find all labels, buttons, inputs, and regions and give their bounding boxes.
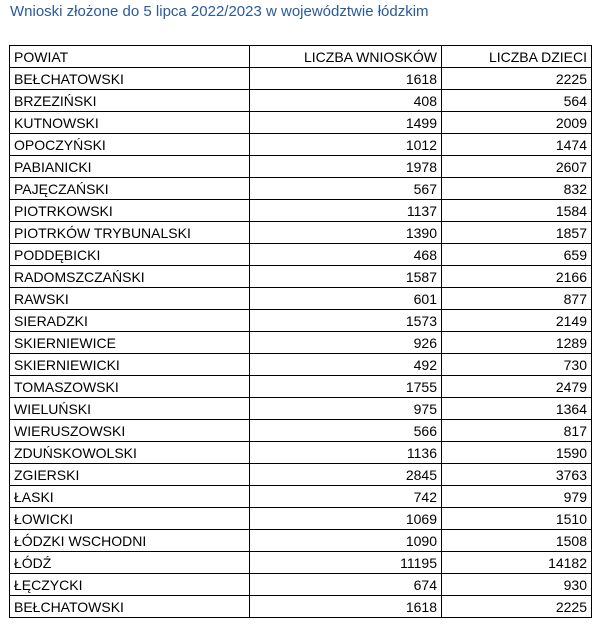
- table-row: [10, 222, 592, 244]
- cell-liczba-wnioskow: 11195: [250, 552, 442, 574]
- cell-liczba-wnioskow: 601: [250, 288, 442, 310]
- cell-liczba-dzieci: 877: [442, 288, 592, 310]
- table-row: [10, 156, 592, 178]
- table-header-row: [10, 46, 592, 68]
- cell-liczba-wnioskow: 1618: [250, 68, 442, 90]
- cell-liczba-dzieci: 2166: [442, 266, 592, 288]
- cell-powiat: OPOCZYŃSKI: [10, 134, 250, 156]
- table-row: [10, 508, 592, 530]
- cell-liczba-wnioskow: 2845: [250, 464, 442, 486]
- cell-liczba-wnioskow: 1012: [250, 134, 442, 156]
- cell-liczba-wnioskow: 926: [250, 332, 442, 354]
- cell-liczba-dzieci: 1474: [442, 134, 592, 156]
- cell-powiat: SKIERNIEWICE: [10, 332, 250, 354]
- table-row: [10, 178, 592, 200]
- cell-liczba-dzieci: 1510: [442, 508, 592, 530]
- table-row: [10, 288, 592, 310]
- cell-liczba-dzieci: 832: [442, 178, 592, 200]
- table-row: [10, 244, 592, 266]
- header-liczba-wnioskow: LICZBA WNIOSKÓW: [250, 46, 442, 68]
- cell-powiat: BRZEZIŃSKI: [10, 90, 250, 112]
- cell-powiat: KUTNOWSKI: [10, 112, 250, 134]
- table-row: [10, 574, 592, 596]
- cell-powiat: PODDĘBICKI: [10, 244, 250, 266]
- cell-liczba-wnioskow: 674: [250, 574, 442, 596]
- cell-liczba-dzieci: 2225: [442, 596, 592, 618]
- cell-liczba-wnioskow: 1978: [250, 156, 442, 178]
- cell-liczba-wnioskow: 1069: [250, 508, 442, 530]
- cell-liczba-dzieci: 3763: [442, 464, 592, 486]
- cell-liczba-dzieci: 1590: [442, 442, 592, 464]
- table-row: [10, 200, 592, 222]
- cell-powiat: TOMASZOWSKI: [10, 376, 250, 398]
- table-row: [10, 486, 592, 508]
- cell-liczba-dzieci: 1364: [442, 398, 592, 420]
- cell-liczba-wnioskow: 1618: [250, 596, 442, 618]
- cell-powiat: BEŁCHATOWSKI: [10, 68, 250, 90]
- cell-liczba-dzieci: 564: [442, 90, 592, 112]
- cell-liczba-dzieci: 1584: [442, 200, 592, 222]
- table-row: [10, 90, 592, 112]
- cell-powiat: PIOTRKOWSKI: [10, 200, 250, 222]
- cell-liczba-wnioskow: 742: [250, 486, 442, 508]
- cell-liczba-wnioskow: 566: [250, 420, 442, 442]
- cell-liczba-wnioskow: 408: [250, 90, 442, 112]
- table-row: [10, 464, 592, 486]
- cell-liczba-dzieci: 2225: [442, 68, 592, 90]
- cell-liczba-dzieci: 2607: [442, 156, 592, 178]
- cell-liczba-wnioskow: 1587: [250, 266, 442, 288]
- cell-powiat: RAWSKI: [10, 288, 250, 310]
- cell-liczba-dzieci: 930: [442, 574, 592, 596]
- cell-powiat: ŁĘCZYCKI: [10, 574, 250, 596]
- table-row: [10, 134, 592, 156]
- data-table: [9, 45, 592, 618]
- table-row: [10, 332, 592, 354]
- cell-liczba-wnioskow: 1090: [250, 530, 442, 552]
- cell-liczba-wnioskow: 492: [250, 354, 442, 376]
- table-body: [10, 68, 592, 618]
- cell-liczba-wnioskow: 1573: [250, 310, 442, 332]
- cell-liczba-wnioskow: 1499: [250, 112, 442, 134]
- cell-liczba-wnioskow: 1137: [250, 200, 442, 222]
- cell-liczba-dzieci: 2479: [442, 376, 592, 398]
- cell-liczba-wnioskow: 468: [250, 244, 442, 266]
- cell-powiat: RADOMSZCZAŃSKI: [10, 266, 250, 288]
- table-row: [10, 266, 592, 288]
- cell-powiat: ZDUŃSKOWOLSKI: [10, 442, 250, 464]
- cell-powiat: ŁOWICKI: [10, 508, 250, 530]
- cell-powiat: PAJĘCZAŃSKI: [10, 178, 250, 200]
- cell-liczba-wnioskow: 1755: [250, 376, 442, 398]
- cell-liczba-dzieci: 730: [442, 354, 592, 376]
- table-row: [10, 442, 592, 464]
- cell-liczba-dzieci: 979: [442, 486, 592, 508]
- cell-powiat: PABIANICKI: [10, 156, 250, 178]
- table-row: [10, 354, 592, 376]
- cell-liczba-wnioskow: 1390: [250, 222, 442, 244]
- cell-liczba-dzieci: 2149: [442, 310, 592, 332]
- cell-liczba-dzieci: 1289: [442, 332, 592, 354]
- table-row: [10, 596, 592, 618]
- table-row: [10, 398, 592, 420]
- header-powiat: POWIAT: [10, 46, 250, 68]
- cell-liczba-dzieci: 817: [442, 420, 592, 442]
- cell-liczba-dzieci: 14182: [442, 552, 592, 574]
- cell-powiat: WIELUŃSKI: [10, 398, 250, 420]
- table-row: [10, 112, 592, 134]
- cell-liczba-dzieci: 1508: [442, 530, 592, 552]
- cell-powiat: BEŁCHATOWSKI: [10, 596, 250, 618]
- table-row: [10, 310, 592, 332]
- cell-powiat: WIERUSZOWSKI: [10, 420, 250, 442]
- cell-liczba-dzieci: 2009: [442, 112, 592, 134]
- cell-powiat: SIERADZKI: [10, 310, 250, 332]
- table-row: [10, 376, 592, 398]
- cell-liczba-dzieci: 1857: [442, 222, 592, 244]
- table-row: [10, 552, 592, 574]
- cell-powiat: ŁÓDZKI WSCHODNI: [10, 530, 250, 552]
- cell-liczba-wnioskow: 1136: [250, 442, 442, 464]
- cell-liczba-wnioskow: 567: [250, 178, 442, 200]
- cell-powiat: PIOTRKÓW TRYBUNALSKI: [10, 222, 250, 244]
- table-row: [10, 530, 592, 552]
- table-row: [10, 68, 592, 90]
- cell-powiat: ZGIERSKI: [10, 464, 250, 486]
- header-liczba-dzieci: LICZBA DZIECI: [442, 46, 592, 68]
- cell-liczba-dzieci: 659: [442, 244, 592, 266]
- page-title: Wnioski złożone do 5 lipca 2022/2023 w województwie łódzkim: [10, 3, 429, 20]
- cell-powiat: ŁASKI: [10, 486, 250, 508]
- cell-liczba-wnioskow: 975: [250, 398, 442, 420]
- cell-powiat: SKIERNIEWICKI: [10, 354, 250, 376]
- table-row: [10, 420, 592, 442]
- cell-powiat: ŁÓDŹ: [10, 552, 250, 574]
